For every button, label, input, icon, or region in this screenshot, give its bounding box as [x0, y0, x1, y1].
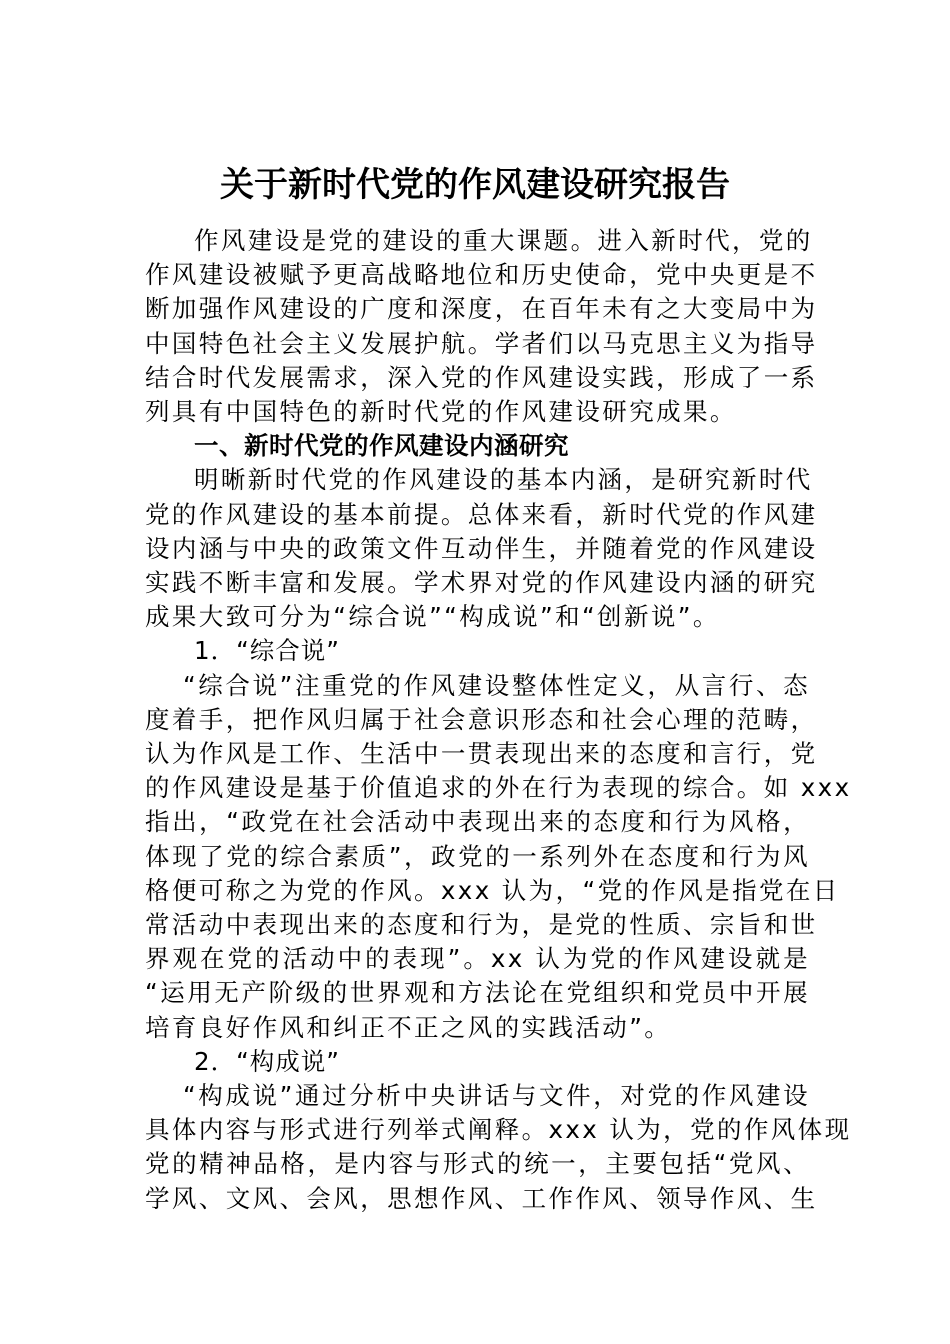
- text-line: 界观在党的活动中的表现”。xx 认为党的作风建设就是: [145, 944, 810, 974]
- subheading-comprehensive: 1．“综合说”: [194, 636, 340, 666]
- text-line: 党的精神品格，是内容与形式的统一，主要包括“党风、: [145, 1149, 810, 1179]
- subheading-composition: 2．“构成说”: [194, 1046, 340, 1076]
- text-line: 作风建设是党的建设的重大课题。进入新时代，党的: [194, 226, 813, 255]
- text-line: 党的作风建设的基本前提。总体来看，新时代党的作风建: [145, 499, 818, 529]
- text-line: 具体内容与形式进行列举式阐释。xxx 认为，党的作风体现: [145, 1115, 852, 1145]
- text-line: “构成说”通过分析中央讲话与文件，对党的作风建设: [183, 1081, 810, 1111]
- text-line: “运用无产阶级的世界观和方法论在党组织和党员中开展: [145, 978, 810, 1008]
- text-line: 作风建设被赋予更高战略地位和历史使命，党中央更是不: [145, 260, 818, 290]
- text-line: 断加强作风建设的广度和深度，在百年未有之大变局中为: [145, 294, 818, 324]
- paragraph-comprehensive: [145, 669, 852, 1045]
- text-line: 成果大致可分为“综合说”“构成说”和“创新说”。: [145, 602, 720, 632]
- text-line: 认为作风是工作、生活中一贯表现出来的态度和言行，党: [145, 739, 818, 769]
- text-line: 学风、文风、会风，思想作风、工作作风、领导作风、生: [145, 1183, 818, 1213]
- text-line: 明晰新时代党的作风建设的基本内涵，是研究新时代: [194, 465, 813, 495]
- text-line: 度着手，把作风归属于社会意识形态和社会心理的范畴，: [145, 704, 818, 734]
- paragraph-connotation: [145, 463, 818, 634]
- text-line: 培育良好作风和纠正不正之风的实践活动”。: [145, 1012, 672, 1042]
- text-line: 列具有中国特色的新时代党的作风建设研究成果。: [145, 397, 737, 427]
- text-line: 格便可称之为党的作风。xxx 认为，“党的作风是指党在日: [145, 875, 840, 905]
- text-line: “综合说”注重党的作风建设整体性定义，从言行、态: [183, 670, 810, 700]
- text-line: 指出，“政党在社会活动中表现出来的态度和行为风格，: [145, 807, 810, 837]
- text-line: 中国特色社会主义发展护航。学者们以马克思主义为指导: [145, 328, 818, 358]
- section-heading: 一、新时代党的作风建设内涵研究: [194, 431, 569, 461]
- text-line: 的作风建设是基于价值追求的外在行为表现的综合。如 xxx: [145, 773, 852, 803]
- paragraph-intro: [145, 224, 818, 429]
- text-line: 结合时代发展需求，深入党的作风建设实践，形成了一系: [145, 362, 818, 392]
- paragraph-composition: [145, 1079, 852, 1216]
- document-body: [145, 224, 852, 1216]
- document-title: 关于新时代党的作风建设研究报告: [220, 165, 730, 205]
- text-line: 体现了党的综合素质”，政党的一系列外在态度和行为风: [145, 841, 810, 871]
- text-line: 实践不断丰富和发展。学术界对党的作风建设内涵的研究: [145, 568, 818, 598]
- text-line: 常活动中表现出来的态度和行为，是党的性质、宗旨和世: [145, 910, 818, 940]
- text-line: 设内涵与中央的政策文件互动伴生，并随着党的作风建设: [145, 533, 818, 563]
